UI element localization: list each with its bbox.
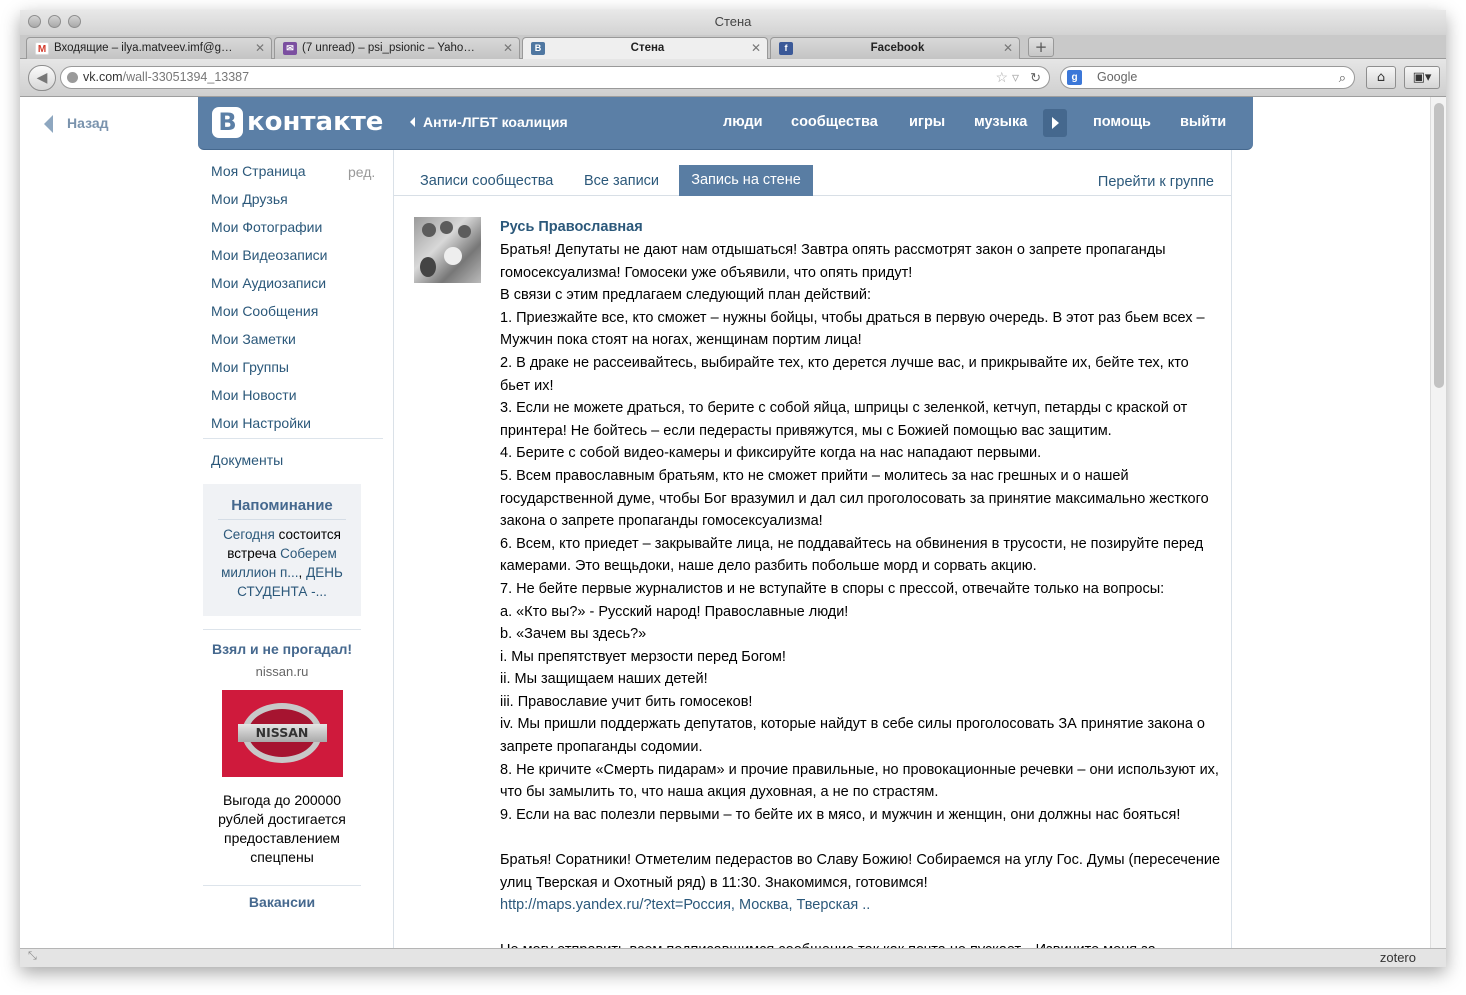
post-paragraph: a. «Кто вы?» - Русский народ! Православные люди! xyxy=(500,603,849,620)
post-paragraph: Братья! Соратники! Отметелим педерастов во Славу Божию! Собираемся на углу Гос. Думы (пересечение улиц Тверская и Охотный ряд) в 11:30. Знакомимся, готовимся! xyxy=(500,852,1221,891)
address-bar[interactable]: vk.com/wall-33051394_13387 ☆ ▿ ↻ xyxy=(60,66,1050,89)
ad-title[interactable]: Взял и не прогадал! xyxy=(211,641,353,657)
home-button[interactable]: ⌂ xyxy=(1366,66,1396,89)
tab-all-posts[interactable]: Все записи xyxy=(584,173,660,189)
sidebar-item-settings[interactable]: Мои Настройки xyxy=(211,415,311,431)
close-tab-icon[interactable]: ✕ xyxy=(254,41,265,55)
post-paragraph: b. «Зачем вы здесь?» xyxy=(500,626,647,643)
sidebar-item-audio[interactable]: Мои Аудиозаписи xyxy=(211,275,327,291)
sidebar-item-videos[interactable]: Мои Видеозаписи xyxy=(211,247,328,263)
yahoo-mail-icon: ✉ xyxy=(283,42,297,55)
nissan-ad[interactable] xyxy=(203,640,361,910)
tab-gmail[interactable]: M Входящие – ilya.matveev.imf@g… ✕ xyxy=(26,37,272,59)
nav-help[interactable]: помощь xyxy=(1093,114,1151,130)
sidebar-item-messages[interactable]: Мои Сообщения xyxy=(211,303,319,319)
post-author-link[interactable]: Русь Православная xyxy=(500,219,643,235)
status-bar xyxy=(20,948,1446,967)
sidebar-item-photos[interactable]: Мои Фотографии xyxy=(211,219,323,235)
post-spacer xyxy=(500,917,1220,940)
post-paragraph: 4. Берите с собой видео-камеры и фиксируйте когда на нас нападают первыми. xyxy=(500,445,1042,462)
ad-domain: nissan.ru xyxy=(255,664,309,679)
nav-people[interactable]: люди xyxy=(723,114,763,130)
sidebar-divider xyxy=(203,885,361,886)
close-tab-icon[interactable]: ✕ xyxy=(502,41,513,55)
globe-icon xyxy=(67,72,78,83)
go-to-group-link[interactable]: Перейти к группе xyxy=(1097,174,1214,190)
nav-music[interactable]: музыка xyxy=(974,114,1028,130)
sidebar-item-my-page[interactable]: Моя Страница xyxy=(211,163,306,179)
window-title: Стена xyxy=(714,14,752,29)
post-paragraph: i. Мы препятствует мерзости перед Богом! xyxy=(500,648,786,665)
post-paragraph: Братья! Депутаты не дают нам отдышаться! Завтра опять рассмотрят закон о запрете пропаганды гомосексуализма! Гомосеки уже объявили, что опять придут! xyxy=(500,242,1166,281)
post-paragraph: 8. Не кричите «Смерть пидарам» и прочие правильные, но провокационные речевки – они используют их, что бы замылить то, что наша акция духовная, а не по страстям. xyxy=(500,761,1219,801)
zotero-status-label[interactable]: zotero xyxy=(1379,950,1416,965)
gmail-icon: M xyxy=(35,42,49,55)
post-paragraph: 9. Если на вас полезли первыми – то бейте их в мясо, и мужчин и женщин, они должны нас бояться! xyxy=(500,806,1181,823)
post-paragraph: iii. Православие учит бить гомосеков! xyxy=(500,693,753,710)
music-play-button[interactable] xyxy=(1043,109,1067,137)
nav-logout[interactable]: выйти xyxy=(1180,114,1227,130)
reminder-divider xyxy=(218,519,346,520)
post-map-link[interactable]: http://maps.yandex.ru/?text=Россия, Москва, Тверская .. xyxy=(500,897,871,914)
tab-yahoo[interactable]: ✉ (7 unread) – psi_psionic – Yaho… ✕ xyxy=(274,37,520,59)
tab-vk[interactable]: B Стена ✕ xyxy=(522,37,768,60)
nissan-logo-image[interactable] xyxy=(222,690,343,777)
scrollbar-thumb[interactable] xyxy=(1434,103,1444,388)
post-paragraph: 1. Приезжайте все, кто сможет – нужны бойцы, чтобы драться в первую очередь. В этот раз бьем всех – Мужчин пока стоят на ногах, женщинам портим лица! xyxy=(500,309,1205,349)
edit-menu-link[interactable]: ред. xyxy=(348,164,376,180)
sidebar-item-news[interactable]: Мои Новости xyxy=(211,387,297,403)
bookmark-star-icon[interactable]: ☆ ▿ xyxy=(995,69,1019,85)
zoom-window-button[interactable] xyxy=(68,15,81,28)
nissan-logo-text: NISSAN xyxy=(238,724,327,742)
reload-icon[interactable]: ↻ xyxy=(1030,70,1041,85)
sidebar-divider xyxy=(203,438,383,439)
close-window-button[interactable] xyxy=(28,15,41,28)
post-paragraph: ii. Мы защищаем наших детей! xyxy=(500,671,708,688)
web-page xyxy=(20,97,1430,948)
tab-wall-post[interactable]: Запись на стене xyxy=(679,165,813,196)
ad-text: Выгода до 200000 рублей достигается предоставлением спецпены xyxy=(218,792,346,865)
back-arrow-icon xyxy=(44,115,53,133)
minimize-window-button[interactable] xyxy=(48,15,61,28)
vk-logo[interactable]: В контакте xyxy=(212,107,383,139)
bookmarks-menu-button[interactable]: ▣▾ xyxy=(1404,66,1440,89)
vacancies-ad-title[interactable]: Вакансии xyxy=(248,894,316,910)
tab-facebook[interactable]: f Facebook ✕ xyxy=(770,37,1020,59)
back-link[interactable]: Назад xyxy=(44,115,109,133)
close-tab-icon[interactable]: ✕ xyxy=(1002,41,1013,55)
tab-bar xyxy=(20,35,1446,59)
browser-back-button[interactable]: ◀ xyxy=(28,65,56,91)
post-paragraph: 2. В драке не рассеивайтесь, выбирайте тех, кто дерется лучше вас, и прикрывайте их, бейте тех, кто бьет их! xyxy=(500,354,1189,394)
nav-games[interactable]: игры xyxy=(909,114,946,130)
post-paragraph: 5. Всем православным братьям, кто не сможет прийти – молитесь за нас грешных и о нашей государственной думе, чтобы Бог вразумил и дал сил проголосовать за принятие максимально жесткого закона о запрете пропаганды гомосексуализма! xyxy=(500,467,1209,530)
resize-handle-icon: ⤡ xyxy=(28,949,37,962)
reminder-event-link-2[interactable]: ДЕНЬ СТУДЕНТА -... xyxy=(237,565,343,599)
main-content xyxy=(393,150,1232,950)
search-icon[interactable]: ⌕ xyxy=(1338,70,1346,85)
sidebar-item-friends[interactable]: Мои Друзья xyxy=(211,191,288,207)
post-paragraph: iv. Мы пришли поддержать депутатов, которые найдут в себе силы проголосовать ЗА принятие закона о запрете пропаганды содомии. xyxy=(500,716,1205,756)
vk-icon: B xyxy=(531,42,545,55)
reminder-box xyxy=(203,484,361,616)
reminder-title: Напоминание xyxy=(231,497,333,514)
title-bar xyxy=(20,10,1446,35)
post-paragraph: 3. Если не можете драться, то берите с собой яйца, шприцы с зеленкой, кетчуп, петарды с краской от принтера! Не бойтесь – если педерасты привяжутся, мы с Божией помощью вас защитим. xyxy=(500,400,1188,439)
play-icon xyxy=(1052,117,1059,129)
author-avatar[interactable] xyxy=(414,217,481,283)
back-triangle-icon xyxy=(410,117,415,127)
post-paragraph: 7. Не бейте первые журналистов и не вступайте в споры с прессой, отвечайте только на вопросы: xyxy=(500,580,1165,597)
new-tab-button[interactable]: + xyxy=(1028,37,1054,57)
browser-window xyxy=(20,10,1446,967)
post-text xyxy=(500,239,1220,962)
search-input[interactable]: g Google ⌕ xyxy=(1060,66,1355,89)
post-paragraph xyxy=(500,826,1220,849)
sidebar-divider xyxy=(203,629,361,630)
content-tabs xyxy=(394,150,1231,196)
post-link-line xyxy=(500,894,1220,917)
facebook-icon: f xyxy=(779,42,793,55)
close-tab-icon[interactable]: ✕ xyxy=(750,41,761,55)
vk-header xyxy=(198,97,1253,150)
reminder-today-link[interactable]: Сегодня xyxy=(223,527,275,542)
sidebar-item-groups[interactable]: Мои Группы xyxy=(211,359,289,375)
tab-community-posts[interactable]: Записи сообщества xyxy=(420,173,554,189)
sidebar-item-documents[interactable]: Документы xyxy=(211,452,284,468)
reminder-event-link[interactable]: Соберем миллион п... xyxy=(221,546,337,580)
post-paragraph: 6. Всем, кто приедет – закрывайте лица, не поддавайтесь на обвинения в трусости, не позируйте перед камерами. Это вещьдоки, наше дело разбить побольше морд и сорвать акцию. xyxy=(500,535,1204,575)
reminder-text: Сегодня состоится встреча Соберем миллион п..., ДЕНЬ СТУДЕНТА -... xyxy=(221,527,343,599)
sidebar-item-notes[interactable]: Мои Заметки xyxy=(211,331,296,347)
google-icon: g xyxy=(1067,70,1082,85)
nav-communities[interactable]: сообщества xyxy=(791,114,878,130)
browser-toolbar xyxy=(20,59,1446,97)
vertical-scrollbar[interactable] xyxy=(1430,97,1446,948)
post-paragraph: В связи с этим предлагаем следующий план действий: xyxy=(500,287,872,304)
group-name-link[interactable]: Анти-ЛГБТ коалиция xyxy=(410,114,568,130)
